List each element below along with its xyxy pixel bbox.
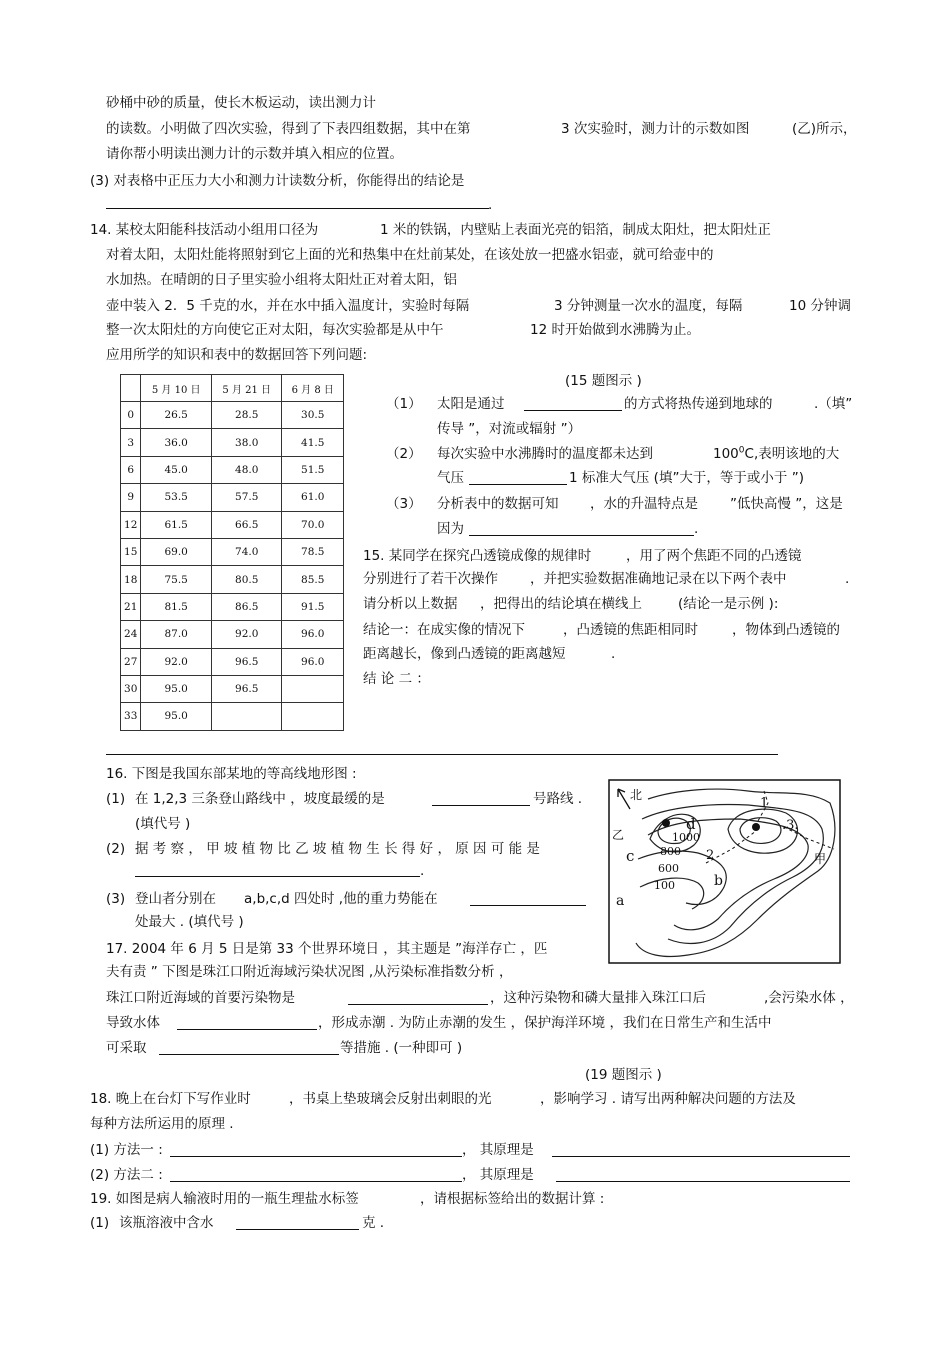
table-cell: 95.0 xyxy=(141,703,212,730)
answer-blank[interactable] xyxy=(432,805,530,806)
table-row xyxy=(121,648,344,675)
contour-map xyxy=(608,779,842,965)
q19-text: 该瓶溶液中含水 xyxy=(119,1215,214,1231)
answer-blank[interactable] xyxy=(159,1054,339,1055)
sub-text: 每次实验中水沸腾时的温度都未达到 xyxy=(437,446,653,462)
table-cell: 92.0 xyxy=(141,648,212,675)
q17-text: ,会污染水体 ， xyxy=(764,990,854,1006)
table-cell: 3 xyxy=(121,429,141,456)
table-cell: 80.5 xyxy=(211,566,282,593)
sub-text: 的方式将热传递到地球的 xyxy=(624,396,773,412)
q18-text: 每种方法所运用的原理 . xyxy=(90,1116,234,1132)
table-row xyxy=(121,511,344,538)
table-cell: 24 xyxy=(121,621,141,648)
summit-marker xyxy=(752,823,760,831)
q17-text: 等措施 . (一种即可 ) xyxy=(340,1040,463,1056)
q15-text: (结论一是示例 ): xyxy=(678,596,779,612)
table-row xyxy=(121,566,344,593)
q14-text: 3 分钟测量一次水的温度，每隔 xyxy=(554,298,743,314)
degree-sup: 0 xyxy=(738,445,745,456)
period: . xyxy=(694,521,699,537)
table-cell: 28.5 xyxy=(211,402,282,429)
table-header: 5 月 10 日 xyxy=(141,375,212,402)
q14-text: 10 分钟调 xyxy=(789,298,851,314)
sub-text: ”低快高慢 ”，这是 xyxy=(730,496,843,512)
table-row xyxy=(121,593,344,620)
q16-text: (2) xyxy=(106,841,126,857)
table-cell: 96.5 xyxy=(211,675,282,702)
table-row xyxy=(121,703,344,730)
q14-text: 应用所学的知识和表中的数据回答下列问题: xyxy=(106,347,368,363)
figure-caption: (15 题图示 ) xyxy=(565,373,642,389)
table-cell: 81.5 xyxy=(141,593,212,620)
q19-text: 19. 如图是病人输液时用的一瓶生理盐水标签 xyxy=(90,1191,359,1207)
text-line: 3 次实验时，测力计的示数如图 xyxy=(561,121,750,137)
q15-text: 距离越长，像到凸透镜的距离越短 xyxy=(363,646,566,662)
north-label: 北 xyxy=(630,788,643,802)
table-cell: 85.5 xyxy=(282,566,344,593)
q16-text: 登山者分别在 xyxy=(135,891,216,907)
q14-text: 12 时开始做到水沸腾为止。 xyxy=(530,322,700,338)
q15-text: ，把得出的结论填在横线上 xyxy=(480,596,642,612)
q18-text: (2) 方法二 : xyxy=(90,1167,163,1183)
q16-text: 处最大 . (填代号 ) xyxy=(135,914,244,930)
text-line: (乙)所示， xyxy=(792,121,857,137)
table-cell: 6 xyxy=(121,456,141,483)
table-cell: 96.0 xyxy=(282,621,344,648)
table-cell: 91.5 xyxy=(282,593,344,620)
table-row xyxy=(121,621,344,648)
point-d-label: d xyxy=(686,815,696,833)
text-line: (3) 对表格中正压力大小和测力计读数分析，你能得出的结论是 xyxy=(90,173,465,189)
answer-blank[interactable] xyxy=(469,484,567,485)
table-cell: 51.5 xyxy=(282,456,344,483)
table-cell: 15 xyxy=(121,538,141,565)
table-cell: 57.5 xyxy=(211,484,282,511)
table-cell: 96.0 xyxy=(282,648,344,675)
table-cell: 53.5 xyxy=(141,484,212,511)
table-cell: 21 xyxy=(121,593,141,620)
answer-blank[interactable] xyxy=(236,1229,359,1230)
q15-text: 结 论 二 ： xyxy=(363,671,430,687)
q17-text: 17. 2004 年 6 月 5 日是第 33 个世界环境日 ，其主题是 ”海洋存亡 ，匹 xyxy=(106,941,548,957)
answer-blank[interactable] xyxy=(177,1029,317,1030)
q15-text: ，用了两个焦距不同的凸透镜 xyxy=(626,548,802,564)
table-cell: 48.0 xyxy=(211,456,282,483)
answer-blank[interactable] xyxy=(106,208,489,209)
answer-blank[interactable] xyxy=(552,1156,850,1157)
q15-text: ，凸透镜的焦距相同时 xyxy=(563,622,698,638)
table-cell: 30.5 xyxy=(282,402,344,429)
point-b-label: b xyxy=(714,873,723,889)
degree-value: 100 xyxy=(713,446,739,462)
table-cell: 36.0 xyxy=(141,429,212,456)
route-label: .3. xyxy=(782,818,799,833)
sub-text: C,表明该地的大 xyxy=(744,446,840,462)
table-cell: 9 xyxy=(121,484,141,511)
sub-number: （3） xyxy=(386,496,422,512)
elevation-label: 800 xyxy=(660,845,681,858)
q16-text: 号路线 . xyxy=(533,791,583,807)
q14-text: 对着太阳，太阳灶能将照射到它上面的光和热集中在灶前某处，在该处放一把盛水铝壶，就可给壶中的 xyxy=(106,247,714,263)
table-cell: 0 xyxy=(121,402,141,429)
q18-text: ，影响学习 . 请写出两种解决问题的方法及 xyxy=(540,1091,796,1107)
q14-text: 壶中装入 2．5 千克的水，并在水中插入温度计，实验时每隔 xyxy=(106,298,470,314)
q18-text: 18. 晚上在台灯下写作业时 xyxy=(90,1091,251,1107)
table-cell: 45.0 xyxy=(141,456,212,483)
summit-marker xyxy=(662,819,670,827)
table-row xyxy=(121,675,344,702)
table-cell: 26.5 xyxy=(141,402,212,429)
sub-text: ，水的升温特点是 xyxy=(590,496,698,512)
sub-text: .（填” xyxy=(814,396,853,412)
period: . xyxy=(845,571,850,587)
q17-text: 夫有责 ” 下图是珠江口附近海域污染状况图 ,从污染标准指数分析 ， xyxy=(106,964,513,980)
point-c-label: c xyxy=(626,847,635,865)
table-header: 5 月 21 日 xyxy=(211,375,282,402)
answer-blank[interactable] xyxy=(106,754,778,755)
period: . xyxy=(420,863,425,879)
answer-blank[interactable] xyxy=(170,1156,462,1157)
text-line: 请你帮小明读出测力计的示数并填入相应的位置。 xyxy=(106,146,403,162)
q19-text: ，请根据标签给出的数据计算 : xyxy=(420,1191,605,1207)
table-row xyxy=(121,429,344,456)
q14-text: 整一次太阳灶的方向使它正对太阳，每次实验都是从中午 xyxy=(106,322,444,338)
table-row xyxy=(121,456,344,483)
q17-text: 导致水体 xyxy=(106,1015,160,1031)
answer-blank[interactable] xyxy=(524,410,622,411)
q19-text: (1) xyxy=(90,1215,110,1231)
map-frame xyxy=(609,780,840,963)
q19-text: 克 . xyxy=(362,1215,385,1231)
sub-text: 气压 xyxy=(437,470,464,486)
table-cell: 70.0 xyxy=(282,511,344,538)
q16-text: 据 考 察 ， 甲 坡 植 物 比 乙 坡 植 物 生 长 得 好 ， 原 因 可 能 是 xyxy=(135,841,540,857)
sub-number: （1） xyxy=(386,396,422,412)
q15-text: ，并把实验数据准确地记录在以下两个表中 xyxy=(530,571,787,587)
sub-text: 分析表中的数据可知 xyxy=(437,496,559,512)
q18-text: ，书桌上垫玻璃会反射出刺眼的光 xyxy=(289,1091,492,1107)
table-cell: 38.0 xyxy=(211,429,282,456)
q16-text: (3) xyxy=(106,891,126,907)
q15-text: 分别进行了若干次操作 xyxy=(363,571,498,587)
elevation-label: 600 xyxy=(658,862,679,875)
figure-caption: (19 题图示 ) xyxy=(585,1067,662,1083)
jia-label: 甲 xyxy=(814,852,827,866)
sub-text: 1 标准大气压 (填”大于，等于或小于 ”) xyxy=(569,470,804,486)
sub-text: 因为 xyxy=(437,521,464,537)
table-cell: 74.0 xyxy=(211,538,282,565)
sub-text xyxy=(713,445,839,463)
yi-label: 乙 xyxy=(612,828,625,842)
q16-text: 16. 下图是我国东部某地的等高线地形图 : xyxy=(106,766,357,782)
answer-blank[interactable] xyxy=(135,876,420,877)
q15-text: 15. 某同学在探究凸透镜成像的规律时 xyxy=(363,548,592,564)
q17-text: ，形成赤潮 . 为防止赤潮的发生 ，保护海洋环境 ，我们在日常生产和生活中 xyxy=(318,1015,772,1031)
table-cell: 12 xyxy=(121,511,141,538)
sub-number: （2） xyxy=(386,446,422,462)
sub-text: 太阳是通过 xyxy=(437,396,505,412)
answer-blank[interactable] xyxy=(469,535,694,536)
q17-text: 珠江口附近海域的首要污染物是 xyxy=(106,990,295,1006)
table-header xyxy=(121,375,141,402)
table-cell: 87.0 xyxy=(141,621,212,648)
period: . xyxy=(611,646,616,662)
q14-text: 14. 某校太阳能科技活动小组用口径为 xyxy=(90,222,319,238)
table-cell: 18 xyxy=(121,566,141,593)
q18-text: (1) 方法一 : xyxy=(90,1142,163,1158)
q18-text: ， 其原理是 xyxy=(462,1142,534,1158)
table-cell: 33 xyxy=(121,703,141,730)
q16-text: (1) xyxy=(106,791,126,807)
q18-text: ， 其原理是 xyxy=(462,1167,534,1183)
table-header: 6 月 8 日 xyxy=(282,375,344,402)
q15-text: 请分析以上数据 xyxy=(363,596,458,612)
temperature-table xyxy=(120,374,344,731)
table-cell xyxy=(282,703,344,730)
q14-text: 1 米的铁锅，内壁贴上表面光亮的铝箔，制成太阳灶，把太阳灶正 xyxy=(380,222,771,238)
route-label: 2 xyxy=(706,848,715,863)
table-cell: 41.5 xyxy=(282,429,344,456)
table-cell: 75.5 xyxy=(141,566,212,593)
answer-blank[interactable] xyxy=(556,1181,850,1182)
table-cell: 86.5 xyxy=(211,593,282,620)
answer-blank[interactable] xyxy=(170,1181,462,1182)
table-cell: 30 xyxy=(121,675,141,702)
table-cell xyxy=(282,675,344,702)
table-row xyxy=(121,484,344,511)
q14-text: 水加热。在晴朗的日子里实验小组将太阳灶正对着太阳，铝 xyxy=(106,272,457,288)
q15-text: 结论一：在成实像的情况下 xyxy=(363,622,525,638)
answer-blank[interactable] xyxy=(348,1004,488,1005)
table-cell: 66.5 xyxy=(211,511,282,538)
table-cell: 92.0 xyxy=(211,621,282,648)
elevation-label: 100 xyxy=(654,879,675,892)
table-cell: 96.5 xyxy=(211,648,282,675)
q15-text: ，物体到凸透镜的 xyxy=(732,622,840,638)
elevation-label: 1000 xyxy=(672,831,700,844)
table-cell: 27 xyxy=(121,648,141,675)
sub-text: 传导 ”，对流或辐射 ”） xyxy=(437,421,582,437)
table-cell: 78.5 xyxy=(282,538,344,565)
route-label: 1 xyxy=(760,796,769,811)
q17-text: ，这种污染物和磷大量排入珠江口后 xyxy=(490,990,706,1006)
q16-text: (填代号 ) xyxy=(135,816,191,832)
period: . xyxy=(488,197,493,213)
table-cell: 95.0 xyxy=(141,675,212,702)
point-a-label: a xyxy=(616,893,625,909)
q17-text: 可采取 xyxy=(106,1040,147,1056)
table-cell: 69.0 xyxy=(141,538,212,565)
answer-blank[interactable] xyxy=(470,905,586,906)
table-cell xyxy=(211,703,282,730)
table-cell: 61.5 xyxy=(141,511,212,538)
text-line: 的读数。小明做了四次实验，得到了下表四组数据，其中在第 xyxy=(106,121,471,137)
table-cell: 61.0 xyxy=(282,484,344,511)
q16-text: 在 1,2,3 三条登山路线中 ，坡度最缓的是 xyxy=(135,791,385,807)
table-row xyxy=(121,402,344,429)
text-line: 砂桶中砂的质量，使长木板运动，读出测力计 xyxy=(106,95,376,111)
table-row xyxy=(121,538,344,565)
q16-text: a,b,c,d 四处时 ,他的重力势能在 xyxy=(244,891,438,907)
